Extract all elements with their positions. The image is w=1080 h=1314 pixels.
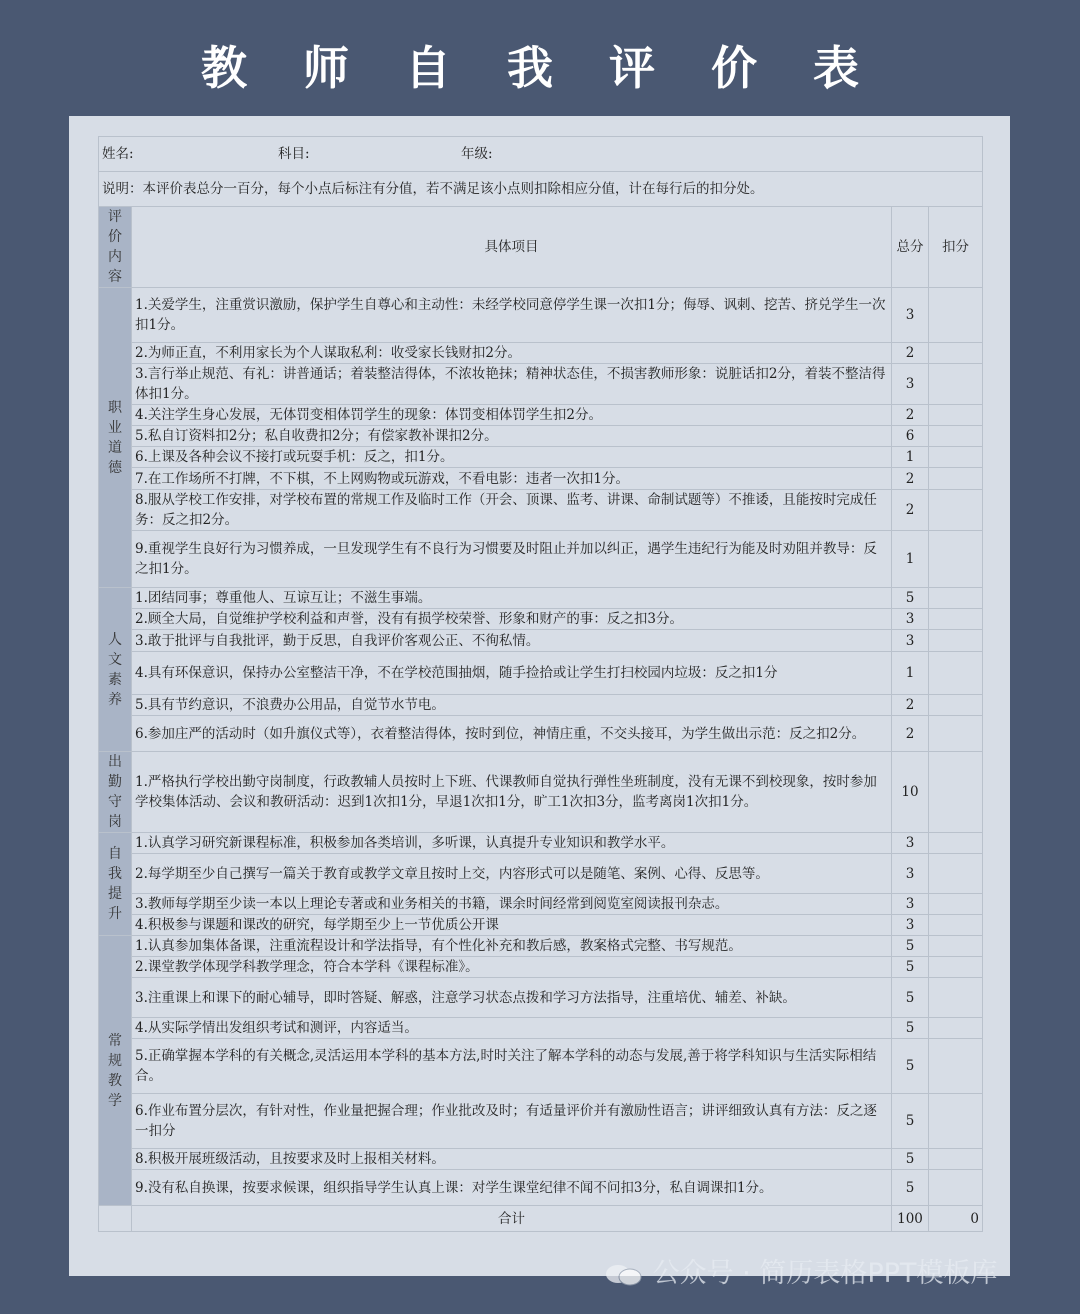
table-row [99, 1094, 983, 1149]
table-row [99, 630, 983, 652]
item-score: 5 [892, 1018, 929, 1039]
item-score: 5 [892, 978, 929, 1018]
category-cell: 自我提升 [99, 833, 132, 936]
table-row [99, 716, 983, 752]
total-deduct: 0 [929, 1206, 983, 1232]
item-score: 2 [892, 468, 929, 490]
item-score: 5 [892, 1039, 929, 1094]
table-row [99, 652, 983, 695]
watermark-text: 公众号 · 简历表格PPT模板库 [652, 1258, 998, 1289]
table-row [99, 1039, 983, 1094]
item-score: 5 [892, 1170, 929, 1206]
header-deduct: 扣分 [929, 207, 983, 288]
item-score: 6 [892, 426, 929, 447]
deduct-cell[interactable] [929, 894, 983, 915]
item-score: 2 [892, 716, 929, 752]
item-score: 5 [892, 957, 929, 978]
table-row [99, 957, 983, 978]
item-text: 4.具有环保意识，保持办公室整洁干净，不在学校范围抽烟，随手捡拾或让学生打扫校园内垃圾：反之扣1分 [132, 652, 892, 695]
item-score: 3 [892, 854, 929, 894]
deduct-cell[interactable] [929, 490, 983, 531]
item-text: 8.服从学校工作安排，对学校布置的常规工作及临时工作（开会、顶课、监考、讲课、命制试题等）不推诿，且能按时完成任务：反之扣2分。 [132, 490, 892, 531]
item-text: 6.作业布置分层次，有针对性，作业量把握合理；作业批改及时；有适量评价并有激励性语言；讲评细致认真有方法：反之逐一扣分 [132, 1094, 892, 1149]
deduct-cell[interactable] [929, 343, 983, 364]
note-cell: 说明：本评价表总分一百分，每个小点后标注有分值，若不满足该小点则扣除相应分值，计在每行后的扣分处。 [99, 172, 983, 207]
deduct-cell[interactable] [929, 1018, 983, 1039]
deduct-cell[interactable] [929, 716, 983, 752]
header-row [99, 207, 983, 288]
deduct-cell[interactable] [929, 957, 983, 978]
deduct-cell[interactable] [929, 1039, 983, 1094]
table-row [99, 364, 983, 405]
item-score: 3 [892, 609, 929, 630]
item-text: 2.为师正直，不利用家长为个人谋取私利：收受家长钱财扣2分。 [132, 343, 892, 364]
item-text: 1.认真参加集体备课，注重流程设计和学法指导，有个性化补充和教后感，教案格式完整、书写规范。 [132, 936, 892, 957]
category-cell: 职业道德 [99, 288, 132, 588]
table-row [99, 468, 983, 490]
table-row [99, 288, 983, 343]
item-text: 1.关爱学生，注重赏识激励，保护学生自尊心和主动性：未经学校同意停学生课一次扣1分；侮辱、讽刺、挖苦、挤兑学生一次扣1分。 [132, 288, 892, 343]
table-row [99, 588, 983, 609]
deduct-cell[interactable] [929, 1170, 983, 1206]
deduct-cell[interactable] [929, 915, 983, 936]
table-row [99, 490, 983, 531]
item-text: 1.团结同事；尊重他人、互谅互让；不滋生事端。 [132, 588, 892, 609]
item-score: 2 [892, 343, 929, 364]
watermark [604, 1256, 1074, 1292]
total-score: 100 [892, 1206, 929, 1232]
total-row [99, 1206, 983, 1232]
item-text: 9.没有私自换课，按要求候课，组织指导学生认真上课：对学生课堂纪律不闻不问扣3分，私自调课扣1分。 [132, 1170, 892, 1206]
table-row [99, 695, 983, 716]
item-text: 9.重视学生良好行为习惯养成，一旦发现学生有不良行为习惯要及时阻止并加以纠正，遇学生违纪行为能及时劝阻并教导：反之扣1分。 [132, 531, 892, 588]
deduct-cell[interactable] [929, 288, 983, 343]
item-text: 8.积极开展班级活动，且按要求及时上报相关材料。 [132, 1149, 892, 1170]
item-text: 6.参加庄严的活动时（如升旗仪式等），衣着整洁得体，按时到位，神情庄重，不交头接耳，为学生做出示范：反之扣2分。 [132, 716, 892, 752]
item-score: 3 [892, 630, 929, 652]
item-score: 5 [892, 588, 929, 609]
deduct-cell[interactable] [929, 652, 983, 695]
item-score: 1 [892, 531, 929, 588]
deduct-cell[interactable] [929, 468, 983, 490]
item-score: 5 [892, 1094, 929, 1149]
item-score: 5 [892, 936, 929, 957]
item-score: 3 [892, 364, 929, 405]
deduct-cell[interactable] [929, 978, 983, 1018]
table-row [99, 915, 983, 936]
deduct-cell[interactable] [929, 364, 983, 405]
item-text: 2.课堂教学体现学科教学理念，符合本学科《课程标准》。 [132, 957, 892, 978]
table-row [99, 609, 983, 630]
item-text: 2.顾全大局，自觉维护学校利益和声誉，没有有损学校荣誉、形象和财产的事：反之扣3分。 [132, 609, 892, 630]
total-blank [99, 1206, 132, 1232]
item-text: 4.从实际学情出发组织考试和测评，内容适当。 [132, 1018, 892, 1039]
item-text: 5.正确掌握本学科的有关概念,灵活运用本学科的基本方法,时时关注了解本学科的动态与发展,善于将学科知识与生活实际相结合。 [132, 1039, 892, 1094]
item-text: 6.上课及各种会议不接打或玩耍手机：反之，扣1分。 [132, 447, 892, 468]
deduct-cell[interactable] [929, 936, 983, 957]
header-category: 评价内容 [99, 207, 132, 288]
info-cell [99, 137, 983, 172]
deduct-cell[interactable] [929, 405, 983, 426]
table-row [99, 447, 983, 468]
deduct-cell[interactable] [929, 426, 983, 447]
item-text: 3.言行举止规范、有礼：讲普通话；着装整洁得体，不浓妆艳抹；精神状态佳，不损害教师形象：说脏话扣2分，着装不整洁得体扣1分。 [132, 364, 892, 405]
page-title: 教 师 自 我 评 价 表 [200, 41, 880, 95]
table-row [99, 936, 983, 957]
header-total: 总分 [892, 207, 929, 288]
category-cell: 人文素养 [99, 588, 132, 752]
deduct-cell[interactable] [929, 854, 983, 894]
deduct-cell[interactable] [929, 447, 983, 468]
name-label: 姓名: [102, 146, 134, 162]
deduct-cell[interactable] [929, 1149, 983, 1170]
info-row [99, 137, 983, 172]
item-score: 3 [892, 288, 929, 343]
item-text: 3.敢于批评与自我批评，勤于反思，自我评价客观公正、不徇私情。 [132, 630, 892, 652]
item-score: 2 [892, 490, 929, 531]
deduct-cell[interactable] [929, 588, 983, 609]
item-score: 3 [892, 833, 929, 854]
grade-label: 年级: [461, 146, 493, 162]
item-text: 5.具有节约意识，不浪费办公用品，自觉节水节电。 [132, 695, 892, 716]
item-text: 3.注重课上和课下的耐心辅导，即时答疑、解惑，注意学习状态点拨和学习方法指导，注重培优、辅差、补缺。 [132, 978, 892, 1018]
item-text: 4.积极参与课题和课改的研究，每学期至少上一节优质公开课 [132, 915, 892, 936]
table-row [99, 854, 983, 894]
evaluation-sheet [69, 116, 1010, 1276]
chat-bubbles-icon [604, 1263, 644, 1287]
header-item: 具体项目 [132, 207, 892, 288]
table-row [99, 894, 983, 915]
deduct-cell[interactable] [929, 833, 983, 854]
item-text: 5.私自订资料扣2分；私自收费扣2分；有偿家教补课扣2分。 [132, 426, 892, 447]
item-text: 4.关注学生身心发展，无体罚变相体罚学生的现象：体罚变相体罚学生扣2分。 [132, 405, 892, 426]
item-text: 2.每学期至少自己撰写一篇关于教育或教学文章且按时上交，内容形式可以是随笔、案例、心得、反思等。 [132, 854, 892, 894]
table-row [99, 1018, 983, 1039]
item-text: 7.在工作场所不打牌，不下棋，不上网购物或玩游戏，不看电影：违者一次扣1分。 [132, 468, 892, 490]
note-row [99, 172, 983, 207]
evaluation-table [98, 136, 983, 1232]
item-score: 1 [892, 447, 929, 468]
item-score: 5 [892, 1149, 929, 1170]
item-text: 1.认真学习研究新课程标准，积极参加各类培训，多听课，认真提升专业知识和教学水平。 [132, 833, 892, 854]
item-score: 10 [892, 752, 929, 833]
subject-label: 科目: [278, 146, 310, 162]
item-score: 2 [892, 695, 929, 716]
item-score: 2 [892, 405, 929, 426]
item-score: 1 [892, 652, 929, 695]
item-text: 3.教师每学期至少读一本以上理论专著或和业务相关的书籍，课余时间经常到阅览室阅读报刊杂志。 [132, 894, 892, 915]
table-row [99, 1149, 983, 1170]
category-cell: 常规教学 [99, 936, 132, 1206]
table-row [99, 752, 983, 833]
table-row [99, 343, 983, 364]
item-text: 1.严格执行学校出勤守岗制度，行政教辅人员按时上下班、代课教师自觉执行弹性坐班制度，没有无课不到校现象，按时参加学校集体活动、会议和教研活动：迟到1次扣1分，早退1次扣1分，旷工1次扣3分，监考离岗1次扣1分。 [132, 752, 892, 833]
total-label: 合计 [132, 1206, 892, 1232]
deduct-cell[interactable] [929, 531, 983, 588]
deduct-cell[interactable] [929, 752, 983, 833]
deduct-cell[interactable] [929, 1094, 983, 1149]
deduct-cell[interactable] [929, 609, 983, 630]
item-score: 3 [892, 915, 929, 936]
deduct-cell[interactable] [929, 630, 983, 652]
category-cell: 出勤守岗 [99, 752, 132, 833]
item-score: 3 [892, 894, 929, 915]
table-row [99, 978, 983, 1018]
table-row [99, 426, 983, 447]
table-row [99, 531, 983, 588]
table-row [99, 405, 983, 426]
table-row [99, 1170, 983, 1206]
table-row [99, 833, 983, 854]
deduct-cell[interactable] [929, 695, 983, 716]
